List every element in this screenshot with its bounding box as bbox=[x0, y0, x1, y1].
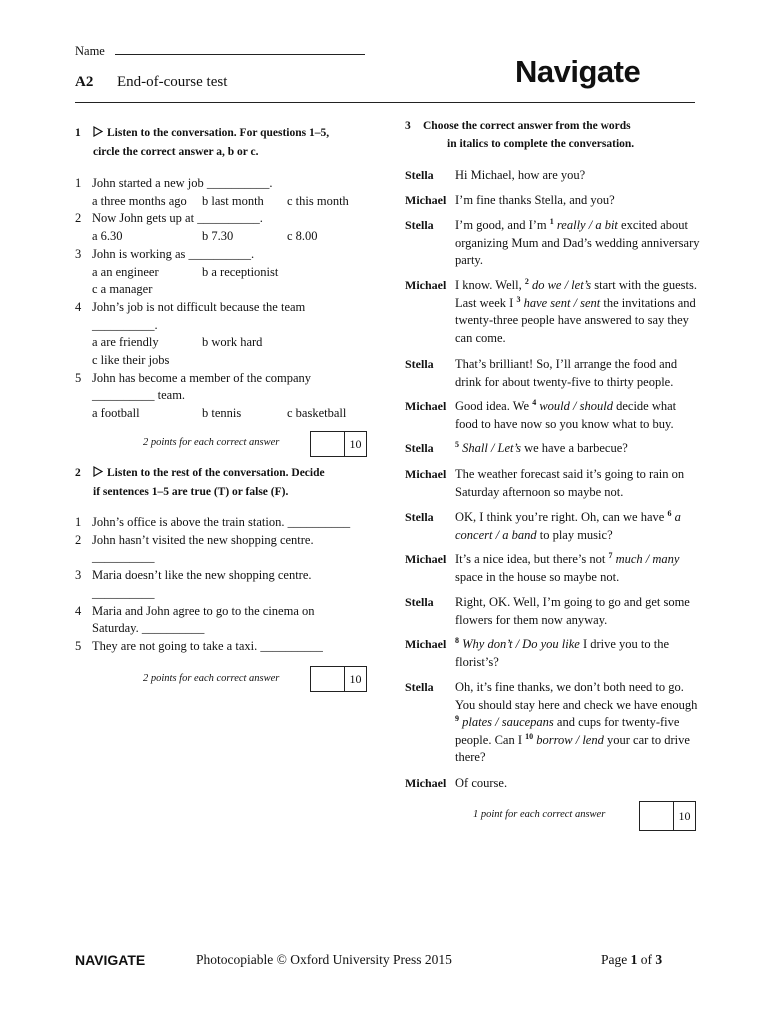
section1-heading bbox=[75, 124, 375, 161]
section2-instruction-line2: if sentences 1–5 are true (T) or false (F). bbox=[93, 486, 289, 498]
score-total: 10 bbox=[678, 809, 691, 823]
gap-number-7: 7 bbox=[608, 550, 613, 560]
section2-score-box bbox=[310, 666, 367, 692]
question-4-options-2 bbox=[75, 352, 375, 370]
dialogue-line-3: Stella I’m good, and I’m $^1$ really / a bit excited about organizing Mum and Dad’s wedding anniversary party. bbox=[405, 216, 700, 268]
test-title: End-of-course test bbox=[117, 74, 228, 90]
play-icon bbox=[93, 125, 103, 143]
statement-5: 5 They are not going to take a taxi. __________ bbox=[75, 638, 323, 653]
option-b[interactable]: b tennis bbox=[202, 406, 242, 421]
question-2-options bbox=[75, 228, 375, 246]
speaker-michael: Michael bbox=[405, 278, 447, 292]
speaker-stella: Stella bbox=[405, 680, 434, 694]
speaker-stella: Stella bbox=[405, 218, 434, 232]
option-a[interactable]: a 6.30 bbox=[92, 229, 123, 244]
section2-instruction-line1: Listen to the rest of the conversation. Decide bbox=[107, 467, 325, 479]
section1-questions bbox=[75, 175, 375, 423]
statement-4-blank[interactable]: Saturday. __________ bbox=[92, 621, 205, 636]
dialogue-line-7: Stella $^5$ Shall / Let’s we have a barbecue? bbox=[405, 440, 700, 458]
statement-4: 4 Maria and John agree to go to the cinema on bbox=[75, 603, 315, 618]
statement-2: 2 John hasn’t visited the new shopping centre. bbox=[75, 532, 314, 547]
choice-5[interactable]: Shall / Let’s bbox=[462, 441, 521, 455]
score-input[interactable] bbox=[311, 667, 345, 691]
section2-number: 2 bbox=[75, 467, 81, 479]
question-4-blank: __________. bbox=[92, 317, 158, 332]
header-divider bbox=[75, 102, 695, 103]
score-input[interactable] bbox=[640, 802, 674, 830]
question-5-options bbox=[75, 405, 375, 423]
section1-number: 1 bbox=[75, 127, 81, 139]
dialogue-line-10: Michael It’s a nice idea, but there’s not $^7$ much / many space in the house so maybe not. bbox=[405, 550, 680, 584]
section3-number: 3 bbox=[405, 120, 411, 132]
speaker-michael: Michael bbox=[405, 552, 447, 566]
speaker-stella: Stella bbox=[405, 441, 434, 455]
section2-points: 2 points for each correct answer bbox=[143, 673, 280, 684]
option-a[interactable]: a are friendly bbox=[92, 335, 159, 350]
section3-instruction-line2: in italics to complete the conversation. bbox=[447, 138, 635, 150]
choice-3[interactable]: have sent / sent bbox=[523, 295, 601, 310]
option-a[interactable]: a football bbox=[92, 406, 140, 421]
question-5: 5 John has become a member of the company bbox=[75, 370, 312, 385]
choice-10[interactable]: borrow / lend bbox=[536, 732, 604, 747]
option-b[interactable]: b last month bbox=[202, 193, 264, 208]
section3-instruction-line1: Choose the correct answer from the words bbox=[423, 120, 631, 132]
page-current: 1 bbox=[630, 952, 638, 967]
dialogue-line-4: Michael I know. Well, $^2$ do we / let’s start with the guests. Last week I $^3$ have sent / sent the invitations and twenty-three people have answered to say they can come. bbox=[405, 276, 697, 345]
name-field[interactable] bbox=[75, 42, 365, 59]
play-icon bbox=[93, 465, 103, 483]
dialogue-line-9: Stella OK, I think you’re right. Oh, can we have $^6$ a concert / a band to play music? bbox=[405, 508, 681, 542]
question-2: 2 Now John gets up at __________. bbox=[75, 211, 263, 226]
option-c[interactable]: c 8.00 bbox=[287, 229, 318, 244]
name-label: Name bbox=[75, 44, 105, 58]
section1-score-box bbox=[310, 431, 367, 457]
dialogue-line-1: Stella Hi Michael, how are you? bbox=[405, 167, 700, 185]
option-c[interactable]: c a manager bbox=[92, 282, 153, 297]
dialogue-line-8: Michael The weather forecast said it’s going to rain on Saturday afternoon so maybe not. bbox=[405, 467, 685, 499]
choice-2[interactable]: do we / let’s bbox=[531, 278, 592, 292]
gap-number-9: 9 bbox=[455, 714, 459, 724]
question-3: 3 John is working as __________. bbox=[75, 246, 255, 261]
level-label: A2 bbox=[75, 74, 94, 90]
score-input[interactable] bbox=[311, 432, 345, 456]
statement-2-blank[interactable]: __________ bbox=[92, 550, 155, 565]
question-3-options bbox=[75, 264, 375, 282]
page-indicator: Page 1 of 3 bbox=[601, 952, 663, 967]
gap-number-3: 3 bbox=[516, 294, 521, 304]
question-4: 4 John’s job is not difficult because the team bbox=[75, 299, 306, 314]
section2-heading bbox=[75, 464, 375, 501]
dialogue-line-14: Michael Of course. bbox=[405, 775, 700, 793]
option-a[interactable]: a three months ago bbox=[92, 193, 187, 208]
choice-6[interactable]: a concert / a band bbox=[455, 510, 681, 542]
footer-copyright: Photocopiable © Oxford University Press 2015 bbox=[196, 952, 452, 967]
question-3-options-2 bbox=[75, 281, 375, 299]
speaker-stella: Stella bbox=[405, 595, 434, 609]
option-b[interactable]: b 7.30 bbox=[202, 229, 234, 244]
score-total: 10 bbox=[349, 672, 362, 686]
dialogue-line-2: Michael I’m fine thanks Stella, and you? bbox=[405, 192, 700, 210]
speaker-michael: Michael bbox=[405, 776, 447, 790]
option-c[interactable]: c like their jobs bbox=[92, 353, 170, 368]
option-b[interactable]: b work hard bbox=[202, 335, 263, 350]
option-a[interactable]: a an engineer bbox=[92, 264, 159, 279]
name-blank-line[interactable] bbox=[115, 42, 365, 55]
gap-number-8: 8 bbox=[455, 635, 459, 645]
question-5-blank: __________ team. bbox=[92, 388, 186, 403]
choice-8[interactable]: Why don’t / Do you like bbox=[462, 637, 580, 651]
dialogue-line-13: Stella Oh, it’s fine thanks, we don’t both need to go. You should stay here and check we have enough $^9$ plates / saucepans and cups for twenty-five people. Can I $^{10}$ borrow / lend your car to drive there? bbox=[405, 680, 698, 765]
gap-number-10: 10 bbox=[525, 731, 534, 741]
dialogue-line-5: Stella That’s brilliant! So, I’ll arrange the food and drink for about twenty-five to thirty people. bbox=[405, 357, 678, 389]
gap-number-4: 4 bbox=[532, 397, 537, 407]
choice-1[interactable]: really / a bit bbox=[556, 218, 618, 232]
option-c[interactable]: c basketball bbox=[287, 406, 347, 421]
choice-4[interactable]: would / should bbox=[539, 399, 613, 413]
page-total: 3 bbox=[655, 952, 663, 967]
option-b[interactable]: b a receptionist bbox=[202, 264, 279, 279]
section2-statements bbox=[75, 514, 375, 656]
speaker-michael: Michael bbox=[405, 399, 447, 413]
speaker-stella: Stella bbox=[405, 168, 434, 182]
gap-number-5: 5 bbox=[455, 439, 459, 449]
footer-brand: NAVIGATE bbox=[75, 952, 146, 968]
question-4-options bbox=[75, 334, 375, 352]
gap-number-2: 2 bbox=[524, 276, 529, 286]
speaker-michael: Michael bbox=[405, 193, 447, 207]
section3-score-box bbox=[639, 801, 696, 831]
section1-instruction-line2: circle the correct answer a, b or c. bbox=[93, 146, 259, 158]
brand-logo: Navigate bbox=[515, 54, 641, 89]
speaker-stella: Stella bbox=[405, 510, 434, 524]
gap-number-6: 6 bbox=[667, 508, 672, 518]
section1-points: 2 points for each correct answer bbox=[143, 437, 280, 448]
section1-instruction-line1: Listen to the conversation. For questions 1–5, bbox=[107, 127, 330, 139]
speaker-stella: Stella bbox=[405, 357, 434, 371]
question-1: 1 John started a new job __________. bbox=[75, 176, 273, 190]
speaker-michael: Michael bbox=[405, 467, 447, 481]
speaker-michael: Michael bbox=[405, 637, 447, 651]
dialogue-line-11: Stella Right, OK. Well, I’m going to go and get some flowers for them now anyway. bbox=[405, 595, 690, 627]
section3-heading bbox=[405, 117, 705, 153]
statement-3: 3 Maria doesn’t like the new shopping centre. bbox=[75, 568, 312, 583]
choice-9[interactable]: plates / saucepans bbox=[462, 715, 554, 730]
section3-points: 1 point for each correct answer bbox=[473, 809, 606, 820]
statement-3-blank[interactable]: __________ bbox=[92, 585, 155, 600]
choice-7[interactable]: much / many bbox=[615, 552, 680, 566]
dialogue-line-6: Michael Good idea. We $^4$ would / should decide what food to have now so you know what to buy. bbox=[405, 397, 677, 431]
score-total: 10 bbox=[349, 437, 362, 451]
option-c[interactable]: c this month bbox=[287, 193, 349, 208]
gap-number-1: 1 bbox=[549, 216, 554, 226]
question-1-options bbox=[75, 193, 375, 211]
statement-1: 1 John’s office is above the train station. __________ bbox=[75, 515, 351, 529]
dialogue-line-12: Michael $^8$ Why don’t / Do you like I drive you to the florist’s? bbox=[405, 635, 670, 669]
